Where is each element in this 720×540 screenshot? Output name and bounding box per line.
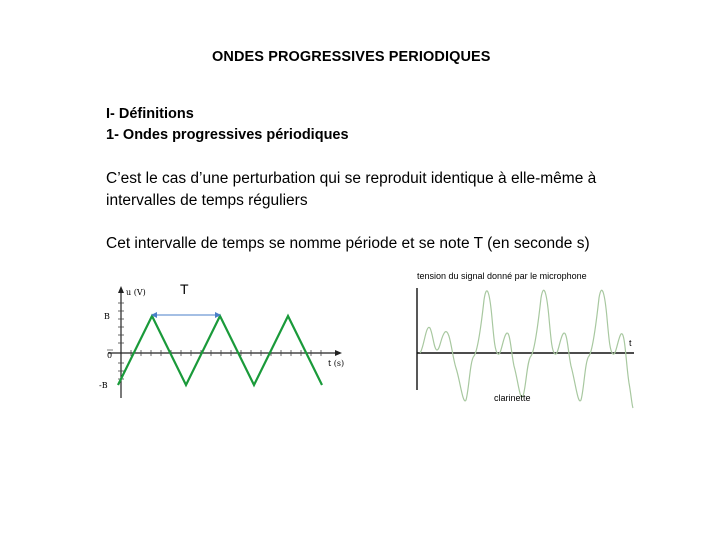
period-paragraph: Cet intervalle de temps se nomme période et se note T (en seconde s) bbox=[106, 235, 590, 252]
subsection-heading: 1- Ondes progressives périodiques bbox=[106, 127, 349, 143]
y-axis-label: u (V) bbox=[126, 288, 146, 297]
clarinet-signal-figure bbox=[400, 268, 640, 413]
y-tick-minus-b: -B bbox=[99, 381, 108, 390]
x-axis-arrow bbox=[335, 350, 342, 356]
definition-paragraph: C’est le cas d’une perturbation qui se reproduit identique à elle-même à intervalles de temps réguliers bbox=[106, 170, 597, 209]
clarinet-signal bbox=[420, 290, 633, 408]
clarinet-label: clarinette bbox=[494, 393, 531, 403]
y-tick-b: B bbox=[104, 312, 110, 321]
period-label: T bbox=[180, 281, 189, 297]
slide-title: ONDES PROGRESSIVES PERIODIQUES bbox=[212, 49, 491, 65]
section-heading: I- Définitions bbox=[106, 106, 194, 122]
y-tick-zero: 0 bbox=[107, 351, 113, 360]
microphone-caption: tension du signal donné par le microphone bbox=[417, 271, 587, 281]
triangle-wave-figure bbox=[96, 278, 356, 408]
x-axis-label: t (s) bbox=[328, 359, 345, 368]
y-axis-arrow bbox=[118, 286, 124, 293]
signal-time-label: t bbox=[629, 338, 632, 348]
